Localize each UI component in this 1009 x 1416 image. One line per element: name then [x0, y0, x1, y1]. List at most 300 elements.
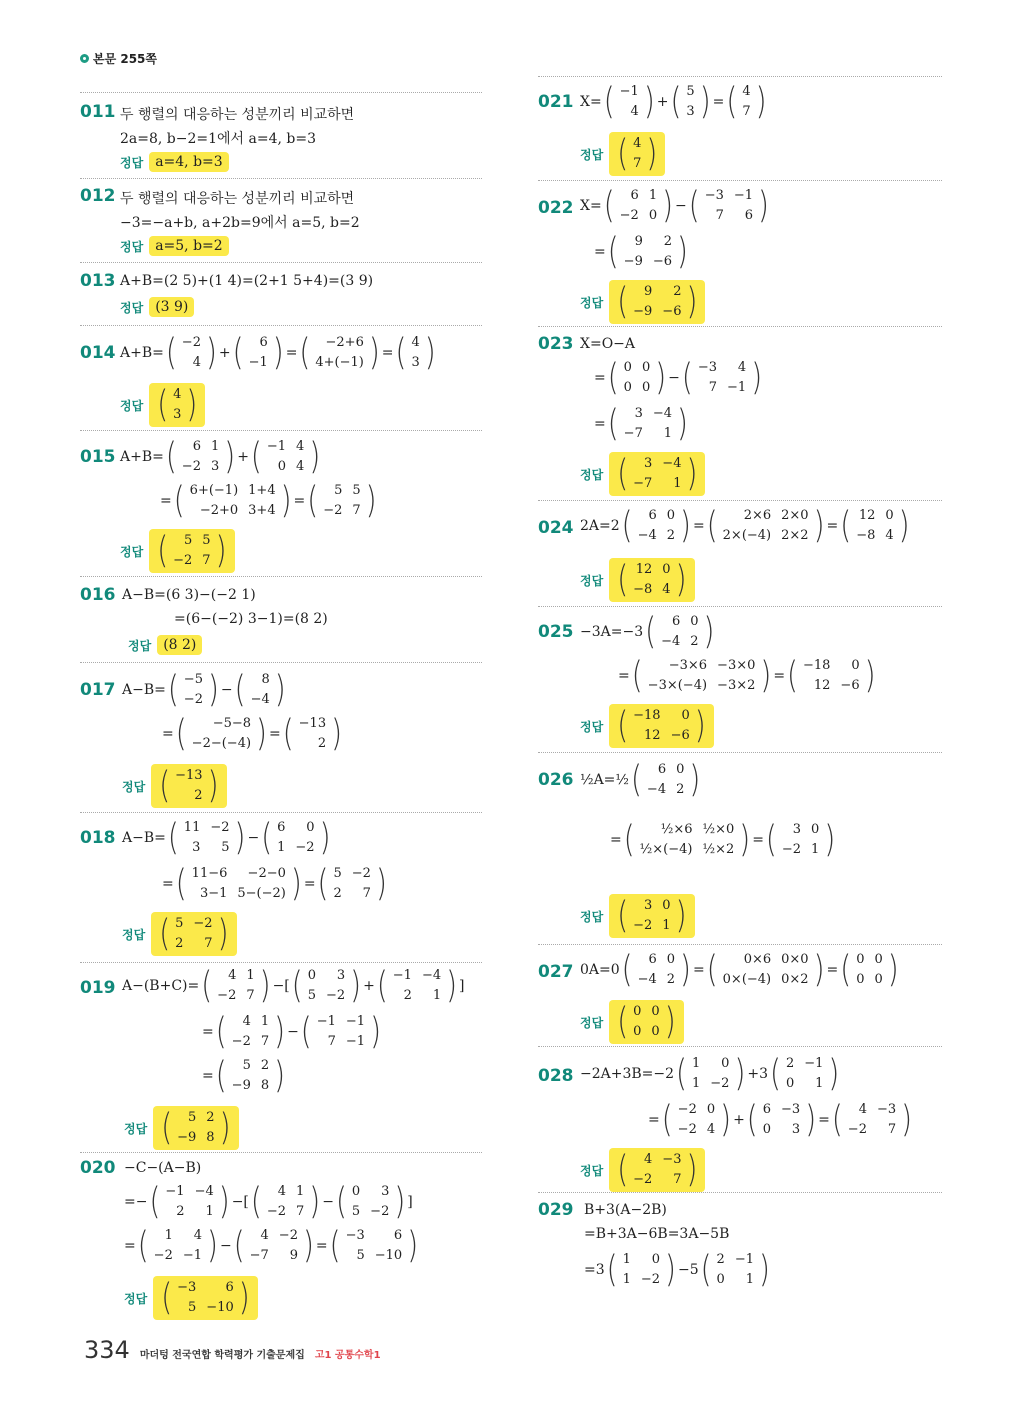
matrix-entry: 6 [648, 508, 657, 523]
matrix-entry: 0 [762, 1122, 772, 1137]
matrix-entry: −10 [206, 1300, 234, 1315]
matrix-entry: −6 [652, 254, 673, 269]
matrix-entry: 6 [277, 820, 286, 835]
matrix-entry: 6 [393, 1228, 403, 1243]
matrix-entry: 5 [175, 916, 184, 931]
book-title: 마더텅 전국연합 학력평가 기출문제집 [139, 1350, 305, 1361]
matrix-entry: 2 [317, 736, 327, 751]
matrix: ( −3 6 5 −10 ) [161, 1275, 250, 1319]
matrix-entry: 3 [644, 898, 653, 913]
answer-box: a=4, b=3 [149, 152, 228, 172]
answer-box: a=5, b=2 [149, 236, 228, 256]
matrix-entry: −18 [633, 708, 661, 723]
matrix-entry: 3 [791, 1122, 801, 1137]
matrix-entry: 5 [188, 1300, 197, 1315]
matrix: ( 12 0 −8 4 ) [840, 503, 910, 547]
divider [80, 962, 482, 963]
matrix-entry: 0 [856, 972, 865, 987]
matrix-entry: 1 [745, 1272, 754, 1287]
matrix-entry: −3×6 [668, 658, 708, 673]
matrix-entry: 7 [202, 553, 211, 568]
matrix-entry: 8 [260, 1078, 270, 1093]
matrix: ( −18 0 12 −6 ) [617, 703, 706, 747]
matrix-entry: −1 [316, 1014, 336, 1029]
matrix-entry: −4 [661, 634, 681, 649]
matrix-entry: 5 [221, 840, 230, 855]
matrix-entry: 1 [246, 968, 255, 983]
matrix: ( 5 −2 2 7 ) [317, 861, 387, 905]
matrix-entry: 0 [666, 508, 676, 523]
matrix-entry: 4 [242, 1014, 251, 1029]
matrix-entry: −7 [623, 426, 643, 441]
matrix-entry: −4 [637, 972, 657, 987]
matrix-entry: 1 [260, 1014, 270, 1029]
matrix-entry: −2 [217, 988, 237, 1003]
divider [80, 262, 482, 263]
matrix-entry: −6 [670, 728, 690, 743]
matrix: ( 1 0 1 −2 ) [606, 1247, 676, 1291]
matrix: ( 1 0 1 −2 ) [676, 1051, 746, 1095]
matrix-entry: −1 [165, 1184, 185, 1199]
matrix-entry: −10 [374, 1248, 403, 1263]
matrix-entry: 0 [885, 508, 894, 523]
matrix-entry: 7 [362, 886, 371, 901]
matrix: ( 6+(−1) 1+4 −2+0 3+4 ) [173, 478, 292, 522]
matrix-entry: 2 [176, 1204, 185, 1219]
matrix-entry: 2 [676, 782, 685, 797]
answer-box [149, 383, 205, 427]
matrix: ( 4 1 −2 7 ) [250, 1179, 321, 1223]
matrix-entry: 4 [277, 1184, 286, 1199]
matrix-entry: 0 [623, 360, 632, 375]
matrix-entry: −2 [278, 1228, 298, 1243]
matrix: ( 0 0 0 0 ) [617, 999, 676, 1043]
matrix-entry: −4 [194, 1184, 214, 1199]
matrix-entry: −2 [633, 918, 653, 933]
matrix-entry: −1 [804, 1056, 824, 1071]
matrix-entry: −3×0 [717, 658, 756, 673]
matrix: ( 5 2 −9 8 ) [161, 1105, 231, 1149]
matrix-entry: −2−0 [247, 866, 286, 881]
answer-box [609, 280, 705, 324]
matrix-entry: ½×(−4) [639, 842, 693, 857]
matrix: ( 5 3 ) [670, 79, 711, 123]
matrix-entry: 4 [633, 136, 642, 151]
matrix-entry: −8 [633, 582, 653, 597]
matrix: ( 0 0 0 0 ) [607, 355, 667, 399]
matrix: ( 2 −1 0 1 ) [770, 1051, 840, 1095]
matrix-entry: −5 [183, 672, 203, 687]
matrix-entry: 0 [662, 562, 671, 577]
matrix-entry: 7 [327, 1034, 336, 1049]
matrix-entry: −2 [193, 916, 213, 931]
matrix-entry: 0 [856, 952, 865, 967]
matrix: ( 6 −1 ) [232, 330, 284, 374]
matrix-entry: 0 [633, 1024, 642, 1039]
matrix: ( 0 3 5 −2 ) [291, 963, 362, 1007]
matrix-entry: 7 [887, 1122, 897, 1137]
matrix: ( 0×6 0×0 0×(−4) 0×2 ) [706, 947, 825, 991]
matrix-entry: −3×2 [717, 678, 756, 693]
matrix: ( 3 0 −2 1 ) [765, 817, 836, 861]
matrix-entry: 5 [333, 866, 342, 881]
divider [80, 576, 482, 577]
matrix-entry: −4 [250, 692, 270, 707]
page-number: 334 [84, 1336, 130, 1364]
matrix-entry: −1 [392, 968, 412, 983]
answer-box [609, 132, 665, 176]
matrix-entry: 3+4 [248, 503, 276, 518]
matrix-entry: 0 [785, 1076, 795, 1091]
matrix-entry: −9 [623, 254, 643, 269]
matrix-entry: −3 [177, 1280, 197, 1295]
matrix-entry: 1 [691, 1056, 701, 1071]
matrix-entry: −4 [646, 782, 667, 797]
matrix-entry: 2 [690, 634, 699, 649]
matrix-entry: −2 [351, 866, 371, 881]
matrix: ( 6 0 −4 2 ) [630, 757, 701, 801]
matrix: ( −18 0 12 −6 ) [787, 653, 876, 697]
matrix-entry: 9 [644, 284, 653, 299]
matrix: ( 6 0 −4 2 ) [621, 947, 691, 991]
matrix-entry: 9 [634, 234, 643, 249]
matrix-entry: 7 [352, 503, 361, 518]
answer-box [609, 452, 705, 496]
matrix-entry: −4 [421, 968, 442, 983]
matrix-entry: 3 [192, 840, 201, 855]
matrix-entry: −2 [633, 1172, 653, 1187]
matrix-entry: 12 [813, 678, 831, 693]
matrix-entry: −2 [295, 840, 315, 855]
matrix-entry: 1 [663, 426, 673, 441]
answer-box [609, 1148, 705, 1192]
answer-box [151, 912, 236, 956]
matrix-entry: 0×6 [743, 952, 772, 967]
matrix-entry: 1 [815, 1076, 824, 1091]
divider [80, 430, 482, 431]
matrix: ( 4 1 −2 7 ) [215, 1009, 286, 1053]
matrix-entry: −3 [697, 360, 718, 375]
matrix: ( −3 4 7 −1 ) [681, 355, 763, 399]
matrix: ( −2 0 −2 4 ) [661, 1097, 732, 1141]
matrix-entry: −1 [734, 1252, 754, 1267]
matrix-entry: −8 [856, 528, 876, 543]
matrix-entry: 1+4 [248, 483, 276, 498]
matrix-entry: 4 [411, 335, 420, 350]
matrix-entry: 1 [210, 439, 220, 454]
page-footer [84, 1336, 381, 1364]
matrix-entry: 11 [183, 820, 201, 835]
matrix-entry: 5 [334, 483, 343, 498]
matrix-entry: −2+6 [325, 335, 364, 350]
matrix-entry: −2 [181, 459, 201, 474]
matrix-entry: −1 [345, 1014, 366, 1029]
matrix-entry: −1 [248, 355, 268, 370]
matrix: ( 4 1 −2 7 ) [201, 963, 271, 1007]
matrix-entry: 4 [192, 355, 201, 370]
matrix-entry: 0 [676, 762, 685, 777]
divider [538, 1046, 942, 1047]
divider [80, 325, 482, 326]
matrix: ( 3 0 −2 1 ) [617, 893, 687, 937]
matrix: ( −5 −2 ) [167, 667, 219, 711]
matrix-entry: −2 [173, 553, 193, 568]
matrix-entry: 2 [673, 284, 682, 299]
matrix: ( 11−6 −2−0 3−1 5−(−2) ) [175, 861, 302, 905]
matrix-entry: 4 [228, 968, 237, 983]
matrix-entry: 4 [630, 104, 639, 119]
matrix-entry: 3 [634, 406, 643, 421]
matrix-entry: 1 [622, 1252, 631, 1267]
matrix-entry: 3−1 [199, 886, 228, 901]
matrix: ( 4 −3 −2 7 ) [831, 1097, 913, 1141]
matrix-entry: 1 [205, 1204, 214, 1219]
matrix-entry: 3 [336, 968, 346, 983]
matrix-entry: 2 [194, 788, 203, 803]
answer-box: (8 2) [157, 635, 202, 655]
matrix-entry: 6 [744, 208, 754, 223]
matrix-entry: −3 [781, 1102, 801, 1117]
divider [538, 752, 942, 753]
matrix: ( 1 4 −2 −1 ) [137, 1223, 218, 1267]
matrix-entry: 4 [737, 360, 747, 375]
book-subject: 고1 공통수학1 [314, 1350, 381, 1361]
matrix-entry: 6 [762, 1102, 772, 1117]
matrix: ( 5 5 −2 7 ) [307, 478, 377, 522]
matrix-entry: 12 [635, 562, 653, 577]
matrix-entry: 7 [742, 104, 751, 119]
matrix: ( 6 0 1 −2 ) [261, 815, 331, 859]
matrix-entry: 4 [193, 1228, 203, 1243]
matrix: ( 2×6 2×0 2×(−4) 2×2 ) [706, 503, 825, 547]
matrix-entry: 1 [673, 476, 682, 491]
matrix-entry: −2−(−4) [191, 736, 252, 751]
matrix-entry: −2 [847, 1122, 867, 1137]
matrix-entry: 0 [874, 952, 883, 967]
matrix: ( 9 2 −9 −6 ) [607, 229, 688, 273]
matrix-entry: −5−8 [212, 716, 252, 731]
matrix-entry: −9 [633, 304, 653, 319]
matrix: ( 4 7 ) [726, 79, 767, 123]
matrix-entry: 4 [858, 1102, 867, 1117]
matrix: ( −1 −4 2 1 ) [376, 963, 458, 1007]
matrix-entry: 1 [296, 1184, 305, 1199]
matrix-entry: 0 [306, 820, 315, 835]
matrix-entry: 0 [681, 708, 690, 723]
matrix-entry: 4 [742, 84, 751, 99]
matrix-entry: 7 [708, 380, 718, 395]
matrix: ( −5−8 −2−(−4) ) [175, 711, 267, 755]
matrix-entry: 8 [261, 672, 270, 687]
answer-box [153, 1106, 238, 1150]
matrix-entry: 3 [173, 407, 182, 422]
matrix-entry: 2 [666, 528, 676, 543]
matrix-entry: 3 [411, 355, 420, 370]
matrix-entry: −9 [231, 1078, 251, 1093]
matrix-entry: 5 [351, 1204, 361, 1219]
matrix: ( −2+6 4+(−1) ) [299, 330, 380, 374]
matrix-entry: 0 [690, 614, 699, 629]
matrix-entry: 3 [686, 104, 695, 119]
matrix-entry: 0 [648, 208, 658, 223]
matrix-entry: −3 [662, 1152, 682, 1167]
divider [80, 812, 482, 813]
matrix-entry: 2×(−4) [722, 528, 772, 543]
matrix-entry: 0 [633, 1004, 642, 1019]
matrix-entry: 0 [651, 1024, 660, 1039]
matrix-entry: 12 [858, 508, 876, 523]
answer-box [609, 894, 694, 938]
matrix-entry: 0 [706, 1102, 716, 1117]
matrix-entry: 1 [622, 1272, 631, 1287]
section-tag: 본문 255쪽 [80, 50, 157, 67]
matrix-entry: −2 [181, 335, 201, 350]
matrix-entry: 7 [673, 1172, 682, 1187]
matrix-entry: −1 [619, 84, 639, 99]
matrix-entry: −7 [633, 476, 653, 491]
matrix-entry: −6 [840, 678, 860, 693]
matrix-entry: −9 [177, 1130, 197, 1145]
matrix-entry: 1 [811, 842, 820, 857]
matrix: ( 4 −2 −7 9 ) [233, 1223, 314, 1267]
matrix-entry: 5−(−2) [237, 886, 286, 901]
matrix-entry: 0×0 [781, 952, 809, 967]
divider [538, 180, 942, 181]
matrix-entry: −2 [153, 1248, 173, 1263]
answer-box [151, 764, 226, 808]
matrix-entry: 3 [644, 456, 653, 471]
matrix-entry: −3 [876, 1102, 897, 1117]
matrix-entry: −1 [266, 439, 287, 454]
matrix-entry: 0 [351, 1184, 361, 1199]
matrix-entry: 4 [644, 1152, 653, 1167]
answer-box: (3 9) [149, 297, 194, 317]
matrix-entry: 0 [666, 952, 676, 967]
matrix-entry: 7 [715, 208, 724, 223]
divider [80, 1152, 482, 1153]
matrix: ( 11 −2 3 5 ) [167, 815, 246, 859]
matrix: ( 3 −4 −7 1 ) [607, 401, 688, 445]
matrix-entry: 4 [173, 387, 182, 402]
matrix-entry: 2×2 [781, 528, 809, 543]
matrix-entry: 6 [259, 335, 268, 350]
matrix-entry: 2 [716, 1252, 725, 1267]
matrix: ( 2 −1 0 1 ) [700, 1247, 770, 1291]
matrix-entry: 11−6 [191, 866, 228, 881]
matrix-entry: −2 [210, 820, 230, 835]
matrix: ( 4 7 ) [617, 131, 658, 175]
matrix-entry: 5 [356, 1248, 365, 1263]
matrix: ( 4 −3 −2 7 ) [617, 1147, 698, 1191]
matrix-entry: 0 [651, 1004, 660, 1019]
matrix: ( 6 1 −2 0 ) [603, 183, 674, 227]
matrix-entry: 0 [662, 898, 671, 913]
matrix-entry: 1 [277, 840, 286, 855]
divider [80, 92, 482, 93]
matrix-entry: −2 [677, 1122, 697, 1137]
matrix: ( −1 −1 7 −1 ) [300, 1009, 382, 1053]
matrix-entry: −2 [231, 1034, 251, 1049]
matrix-entry: 0 [874, 972, 883, 987]
matrix: ( −1 −4 2 1 ) [149, 1179, 230, 1223]
matrix-entry: 0 [641, 380, 651, 395]
matrix-entry: −3 [704, 188, 724, 203]
matrix: ( 9 2 −9 −6 ) [617, 279, 698, 323]
matrix: ( 3 −4 −7 1 ) [617, 451, 698, 495]
matrix: ( −13 2 ) [282, 711, 343, 755]
matrix-entry: 5 [686, 84, 695, 99]
matrix-entry: 7 [204, 936, 213, 951]
divider [538, 500, 942, 501]
matrix-entry: 1 [662, 918, 671, 933]
matrix: ( −1 4 ) [603, 79, 655, 123]
matrix: ( −13 2 ) [159, 763, 219, 807]
matrix-entry: −13 [298, 716, 327, 731]
matrix-entry: −1 [345, 1034, 366, 1049]
matrix-entry: 0 [641, 360, 651, 375]
matrix: ( −2 4 ) [165, 330, 217, 374]
matrix-entry: 6 [225, 1280, 234, 1295]
matrix-entry: 2 [663, 234, 673, 249]
matrix-entry: 1 [648, 188, 658, 203]
matrix-entry: 5 [352, 483, 361, 498]
matrix-entry: −3×(−4) [647, 678, 708, 693]
matrix-entry: 2×0 [781, 508, 809, 523]
matrix-entry: 1 [691, 1076, 701, 1091]
matrix-entry: −2 [781, 842, 802, 857]
matrix: ( 6 0 −4 2 ) [645, 609, 715, 653]
matrix-entry: 4 [662, 582, 671, 597]
matrix-entry: 0 [307, 968, 316, 983]
matrix-entry: 5 [202, 533, 211, 548]
matrix-entry: ½×0 [702, 822, 735, 837]
matrix-entry: 0 [811, 822, 820, 837]
matrix-entry: 2 [206, 1110, 215, 1125]
matrix-entry: −2 [266, 1204, 286, 1219]
matrix: ( 12 0 −8 4 ) [617, 557, 687, 601]
matrix-entry: 0 [721, 1056, 730, 1071]
matrix-entry: 2 [333, 886, 342, 901]
matrix-entry: 7 [260, 1034, 270, 1049]
matrix-entry: 3 [381, 1184, 390, 1199]
matrix-entry: −2+0 [199, 503, 239, 518]
matrix-entry: 0 [651, 1252, 661, 1267]
matrix: ( 8 −4 ) [234, 667, 286, 711]
matrix-entry: 0 [277, 459, 287, 474]
matrix-entry: 12 [644, 728, 661, 743]
matrix-entry: −2 [619, 208, 639, 223]
matrix-entry: 5 [184, 533, 193, 548]
matrix-entry: 5 [307, 988, 316, 1003]
matrix-entry: 0×(−4) [722, 972, 772, 987]
matrix: ( −1 4 0 4 ) [250, 434, 321, 478]
matrix-entry: 6 [657, 762, 667, 777]
matrix: ( ½×6 ½×0 ½×(−4) ½×2 ) [623, 817, 751, 861]
matrix-entry: −6 [662, 304, 682, 319]
matrix-entry: −7 [249, 1248, 269, 1263]
matrix-entry: −2 [325, 988, 346, 1003]
matrix-entry: 2 [260, 1058, 270, 1073]
matrix-entry: −4 [662, 456, 682, 471]
matrix-entry: 6 [630, 188, 639, 203]
matrix-entry: 0×2 [781, 972, 809, 987]
matrix-entry: 4 [296, 439, 305, 454]
divider [538, 326, 942, 327]
matrix: ( 5 5 −2 7 ) [157, 528, 227, 572]
matrix-entry: 4 [296, 459, 305, 474]
matrix: ( 4 3 ) [395, 330, 436, 374]
matrix-entry: −1 [182, 1248, 203, 1263]
